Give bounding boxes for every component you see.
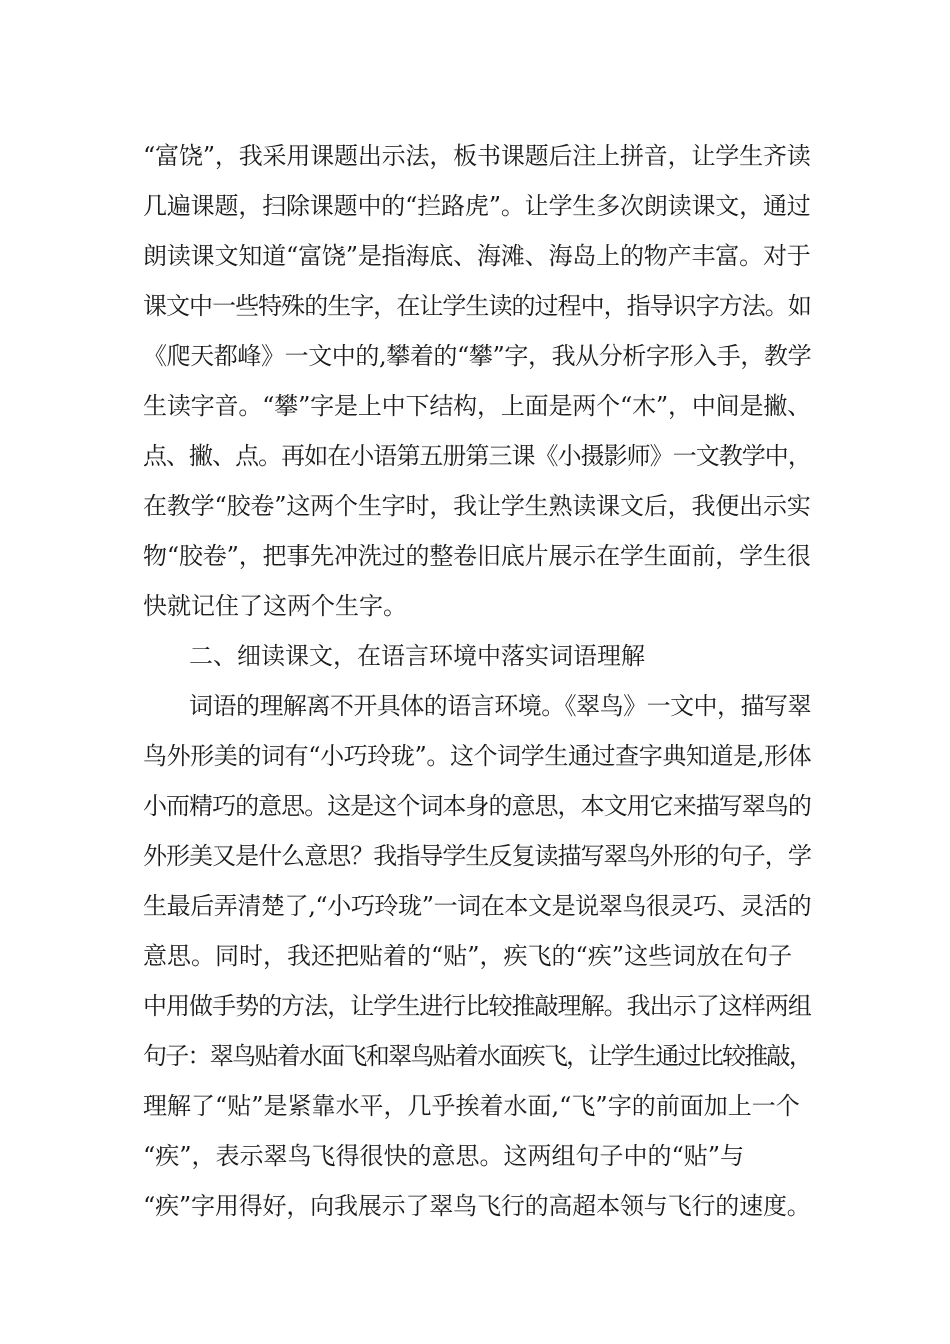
text-line: “疾”字用得好，向我展示了翠鸟飞行的高超本领与飞行的速度。 (143, 1192, 811, 1220)
text-line: “疾”，表示翠鸟飞得很快的意思。这两组句子中的“贴”与 (143, 1142, 745, 1170)
text-line: 理解了“贴”是紧靠水平，几乎挨着水面,“飞”字的前面加上一个 (143, 1092, 800, 1120)
text-line: 外形美又是什么意思？我指导学生反复读描写翠鸟外形的句子，学 (143, 842, 811, 870)
text-line: 点、撇、点。再如在小语第五册第三课《小摄影师》一文教学中， (143, 442, 811, 470)
text-line: 句子：翠鸟贴着水面飞和翠鸟贴着水面疾飞，让学生通过比较推敲， (143, 1042, 812, 1070)
text-line: 在教学“胶卷”这两个生字时，我让学生熟读课文后，我便出示实 (143, 492, 811, 520)
text-line: 几遍课题，扫除课题中的“拦路虎”。让学生多次朗读课文，通过 (143, 192, 811, 220)
text-line: 快就记住了这两个生字。 (143, 592, 407, 620)
text-line: 鸟外形美的词有“小巧玲珑”。这个词学生通过查字典知道是,形体 (143, 742, 812, 770)
text-line: 《爬天都峰》一文中的,攀着的“攀”字，我从分析字形入手，教学 (143, 342, 812, 370)
text-line: 中用做手势的方法，让学生进行比较推敲理解。我出示了这样两组 (143, 992, 811, 1020)
text-line: 朗读课文知道“富饶”是指海底、海滩、海岛上的物产丰富。对于 (143, 242, 811, 270)
text-line: 意思。同时，我还把贴着的“贴”，疾飞的“疾”这些词放在句子 (143, 942, 793, 970)
text-line: 生读字音。“攀”字是上中下结构，上面是两个“木”，中间是撇、 (143, 392, 811, 420)
text-line: 生最后弄清楚了,“小巧玲珑”一词在本文是说翠鸟很灵巧、灵活的 (143, 892, 812, 920)
text-line: 词语的理解离不开具体的语言环境。《翠鸟》一文中，描写翠 (189, 692, 811, 720)
text-line: “富饶”，我采用课题出示法，板书课题后注上拼音，让学生齐读 (143, 142, 811, 170)
text-line: 小而精巧的意思。这是这个词本身的意思，本文用它来描写翠鸟的 (143, 792, 811, 820)
text-line: 课文中一些特殊的生字，在让学生读的过程中，指导识字方法。如 (143, 292, 811, 320)
body-text (143, 131, 813, 1231)
text-line: 二、细读课文，在语言环境中落实词语理解 (189, 642, 645, 670)
text-line: 物“胶卷”，把事先冲洗过的整卷旧底片展示在学生面前，学生很 (143, 542, 811, 570)
